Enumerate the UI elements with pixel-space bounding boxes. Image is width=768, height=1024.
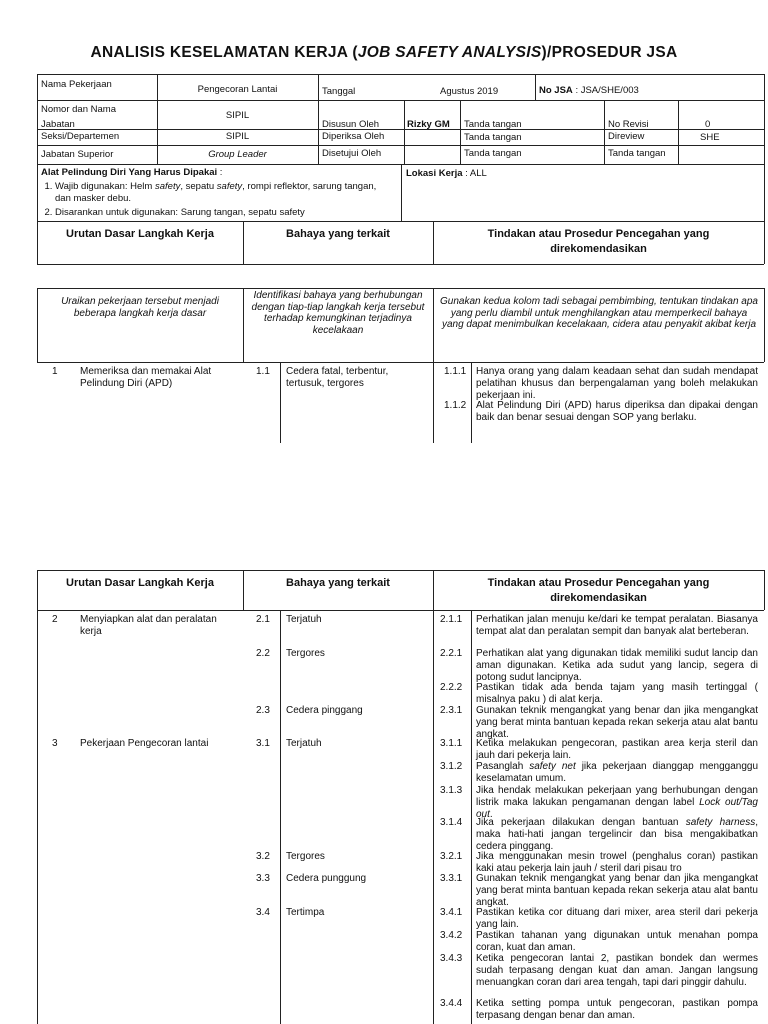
nomor-value: SIPIL (225, 110, 250, 121)
nama-pekerjaan-label: Nama Pekerjaan (41, 79, 112, 90)
step-description: Pekerjaan Pengecoran lantai (80, 738, 209, 749)
table1-top-border (37, 288, 764, 289)
action-text: Gunakan teknik mengangkat yang benar dan jika mengangkat yang berat minta bantuan kepada rekan sekerja atau alat bantu angkat. (476, 705, 758, 740)
action-text: Perhatikan alat yang digunakan tidak memiliki sudut lancip dan aman digunakan. Ketika ada sudut yang lancip, segera di potong sudut lancipnya. (476, 648, 758, 683)
action-number: 1.1.2 (444, 400, 467, 411)
action-text: Jika pekerjaan dilakukan dengan bantuan safety harness, maka hati-hati jangan tergelincir dan bisa mengakibatkan cedera pinggang. (476, 817, 758, 852)
header-row-line (37, 129, 764, 130)
col-header-bahaya: Bahaya yang terkait (286, 577, 390, 589)
action-number: 3.1.3 (440, 785, 463, 796)
direview-value: SHE (700, 132, 720, 143)
disetujui-label: Disetujui Oleh (322, 148, 382, 159)
hazard-description: Cedera punggung (286, 873, 367, 884)
header-row-line (37, 100, 764, 101)
direview-label: Direview (608, 131, 645, 142)
hazard-number: 3.1 (256, 738, 270, 749)
step-description: Menyiapkan alat dan peralatan kerja (80, 614, 217, 637)
diperiksa-label: Diperiksa Oleh (322, 131, 385, 142)
page-title: ANALISIS KESELAMATAN KERJA (JOB SAFETY ANALYSIS)/PROSEDUR JSA (90, 44, 678, 61)
action-text: Ketika setting pompa untuk pengecoran, pastikan pompa terpasang dengan benar dan aman. (476, 998, 758, 1021)
table1-col-line (471, 362, 472, 443)
table2-top-border (37, 570, 764, 571)
hazard-number: 2.3 (256, 705, 270, 716)
hazard-description: Cedera fatal, terbentur, tertusuk, tergores (286, 366, 389, 389)
nama-pekerjaan-value: Pengecoran Lantai (197, 84, 278, 95)
action-number: 2.1.1 (440, 614, 463, 625)
action-number: 3.4.4 (440, 998, 463, 1009)
action-number: 3.2.1 (440, 851, 463, 862)
action-number: 2.2.2 (440, 682, 463, 693)
header-col-line (404, 100, 405, 164)
hazard-number: 3.2 (256, 851, 270, 862)
action-text: Ketika melakukan pengecoran, pastikan area kerja steril dan jauh dari pekerja lain. (476, 738, 758, 761)
step-description: Memeriksa dan memakai Alat Pelindung Diri (APD) (80, 366, 212, 389)
hazard-description: Tergores (286, 648, 325, 659)
step-number: 2 (52, 614, 58, 625)
hazard-description: Terjatuh (286, 738, 322, 749)
header-col-line (604, 100, 605, 164)
jabatan-superior-label: Jabatan Superior (41, 149, 114, 160)
apd-item-wajib: 1. Wajib digunakan: Helm safety, sepatu safety, rompi reflektor, sarung tangan, dan masker debu. (55, 181, 396, 205)
disusun-label: Disusun Oleh (322, 119, 380, 130)
table1-col-line (37, 288, 38, 362)
header-top-border (37, 74, 764, 75)
col-header-tindakan: Tindakan atau Prosedur Pencegahan yang direkomendasikan (487, 228, 710, 255)
guidance-langkah: Uraikan pekerjaan tersebut menjadi beberapa langkah kerja dasar (61, 296, 219, 319)
table1-col-line (243, 288, 244, 362)
header-col-line (318, 74, 319, 164)
action-text: Perhatikan jalan menuju ke/dari ke tempat peralatan. Biasanya tempat alat dan peralatan sempit dan banyak alat berteberan. (476, 614, 758, 637)
hazard-number: 1.1 (256, 366, 270, 377)
col-header-bahaya: Bahaya yang terkait (286, 228, 390, 240)
table2-col-line (471, 610, 472, 1024)
col-header-langkah: Urutan Dasar Langkah Kerja (66, 228, 214, 240)
header-row-line (37, 221, 764, 222)
action-number: 3.1.1 (440, 738, 463, 749)
table1-col-line (280, 362, 281, 443)
step-number: 3 (52, 738, 58, 749)
no-jsa: No JSA : JSA/SHE/003 (539, 85, 639, 96)
action-text: Alat Pelindung Diri (APD) harus diperiksa dan dipakai dengan baik dan benar sesuai dengan SOP yang berlaku. (476, 400, 758, 423)
tanda-tangan-4: Tanda tangan (608, 148, 666, 159)
action-text: Ketika pengecoran lantai 2, pastikan bondek dan wermes sudah terpasang dengan kuat dan aman. Jangan langsung menuangkan coran dari area tengah, tapi dari pinggir dahulu. (476, 953, 758, 988)
hazard-description: Tertimpa (286, 907, 325, 918)
table2-col-line (280, 610, 281, 1024)
hazard-description: Tergores (286, 851, 325, 862)
guidance-bahaya: Identifikasi bahaya yang berhubungan dengan tiap-tiap langkah kerja tersebut terhadap kemungkinan terjadinya kecelakaan (251, 290, 425, 336)
no-revisi-label: No Revisi (608, 119, 649, 130)
table2-col-line (37, 570, 38, 1024)
hazard-description: Cedera pinggang (286, 705, 363, 716)
header-col-line (460, 100, 461, 164)
header-col-line (678, 100, 679, 164)
action-number: 3.1.4 (440, 817, 463, 828)
tanggal-value: Agustus 2019 (440, 86, 499, 97)
action-number: 3.4.1 (440, 907, 463, 918)
action-text: Jika menggunakan mesin trowel (penghalus coran) pastikan kaki atau pekerja lain jauh / steril dari pisau tro (476, 851, 758, 874)
action-text: Pastikan ketika cor dituang dari mixer, area steril dari pekerja yang lain. (476, 907, 758, 930)
header-bottom-border (37, 264, 764, 265)
action-text: Gunakan teknik mengangkat yang benar dan jika mengangkat yang berat minta bantuan kepada rekan sekerja atau alat bantu angkat. (476, 873, 758, 908)
table1-row-line (37, 362, 764, 363)
tanggal-label: Tanggal (322, 86, 356, 97)
hazard-number: 2.2 (256, 648, 270, 659)
table1-col-line (433, 288, 434, 443)
seksi-value: SIPIL (225, 131, 250, 142)
table2-col-line (764, 570, 765, 610)
action-number: 3.1.2 (440, 761, 463, 772)
action-number: 2.3.1 (440, 705, 463, 716)
col-header-langkah: Urutan Dasar Langkah Kerja (66, 577, 214, 589)
hazard-number: 2.1 (256, 614, 270, 625)
header-row-line (37, 145, 764, 146)
step-number: 1 (52, 366, 58, 377)
no-revisi-value: 0 (705, 119, 711, 130)
guidance-tindakan: Gunakan kedua kolom tadi sebagai pembimbing, tentukan tindakan apa yang perlu diambil untuk menghilangkan atau memperkecil bahaya yang dapat menimbulkan kecelakaan, cidera atau penyakit akibat kerja (440, 296, 758, 330)
jabatan-label: Jabatan (41, 119, 75, 130)
header-right-border (764, 74, 765, 264)
action-text: Hanya orang yang dalam keadaan sehat dan sudah mendapat pelatihan khusus dan berpengalaman yang boleh melakukan pekerjaan ini. (476, 366, 758, 401)
disusun-value: Rizky GM (407, 119, 450, 130)
table1-col-line (764, 288, 765, 362)
jabatan-superior-value: Group Leader (208, 149, 267, 160)
tanda-tangan-2: Tanda tangan (464, 132, 522, 143)
action-number: 3.4.2 (440, 930, 463, 941)
tanda-tangan-3: Tanda tangan (464, 148, 522, 159)
action-text: Pastikan tidak ada benda tajam yang masih tertinggal ( misalnya paku ) di alat kerja. (476, 682, 758, 705)
header-col-line (535, 74, 536, 100)
action-number: 2.2.1 (440, 648, 463, 659)
tanda-tangan-1: Tanda tangan (464, 119, 522, 130)
action-text: Jika hendak melakukan pekerjaan yang berhubungan dengan listrik maka lakukan pengamanan dengan label Lock out/Tag out. (476, 785, 758, 820)
lokasi-kerja: Lokasi Kerja : ALL (406, 168, 487, 179)
apd-section: Alat Pelindung Diri Yang Harus Dipakai : 1. Wajib digunakan: Helm safety, sepatu safety, rompi reflektor, sarung tangan, dan masker debu. 2. Disarankan untuk digunakan: Sarung tangan, sepatu safety (41, 167, 396, 219)
action-number: 3.3.1 (440, 873, 463, 884)
nomor-nama-label: Nomor dan Nama (41, 104, 116, 115)
hazard-number: 3.4 (256, 907, 270, 918)
table2-header-line (37, 610, 764, 611)
action-text: Pasanglah safety net jika pekerjaan dianggap mengganggu keselamatan umum. (476, 761, 759, 784)
action-number: 1.1.1 (444, 366, 467, 377)
header-col-line (401, 164, 402, 221)
hazard-description: Terjatuh (286, 614, 322, 625)
col-header-tindakan: Tindakan atau Prosedur Pencegahan yang direkomendasikan (487, 577, 710, 604)
seksi-label: Seksi/Departemen (41, 131, 120, 142)
action-text: Pastikan tahanan yang digunakan untuk menahan pompa coran, kuat dan aman. (476, 930, 758, 953)
table2-col-line (433, 570, 434, 1024)
apd-item-disarankan: 2. Disarankan untuk digunakan: Sarung tangan, sepatu safety (55, 207, 396, 219)
hazard-number: 3.3 (256, 873, 270, 884)
action-number: 3.4.3 (440, 953, 463, 964)
